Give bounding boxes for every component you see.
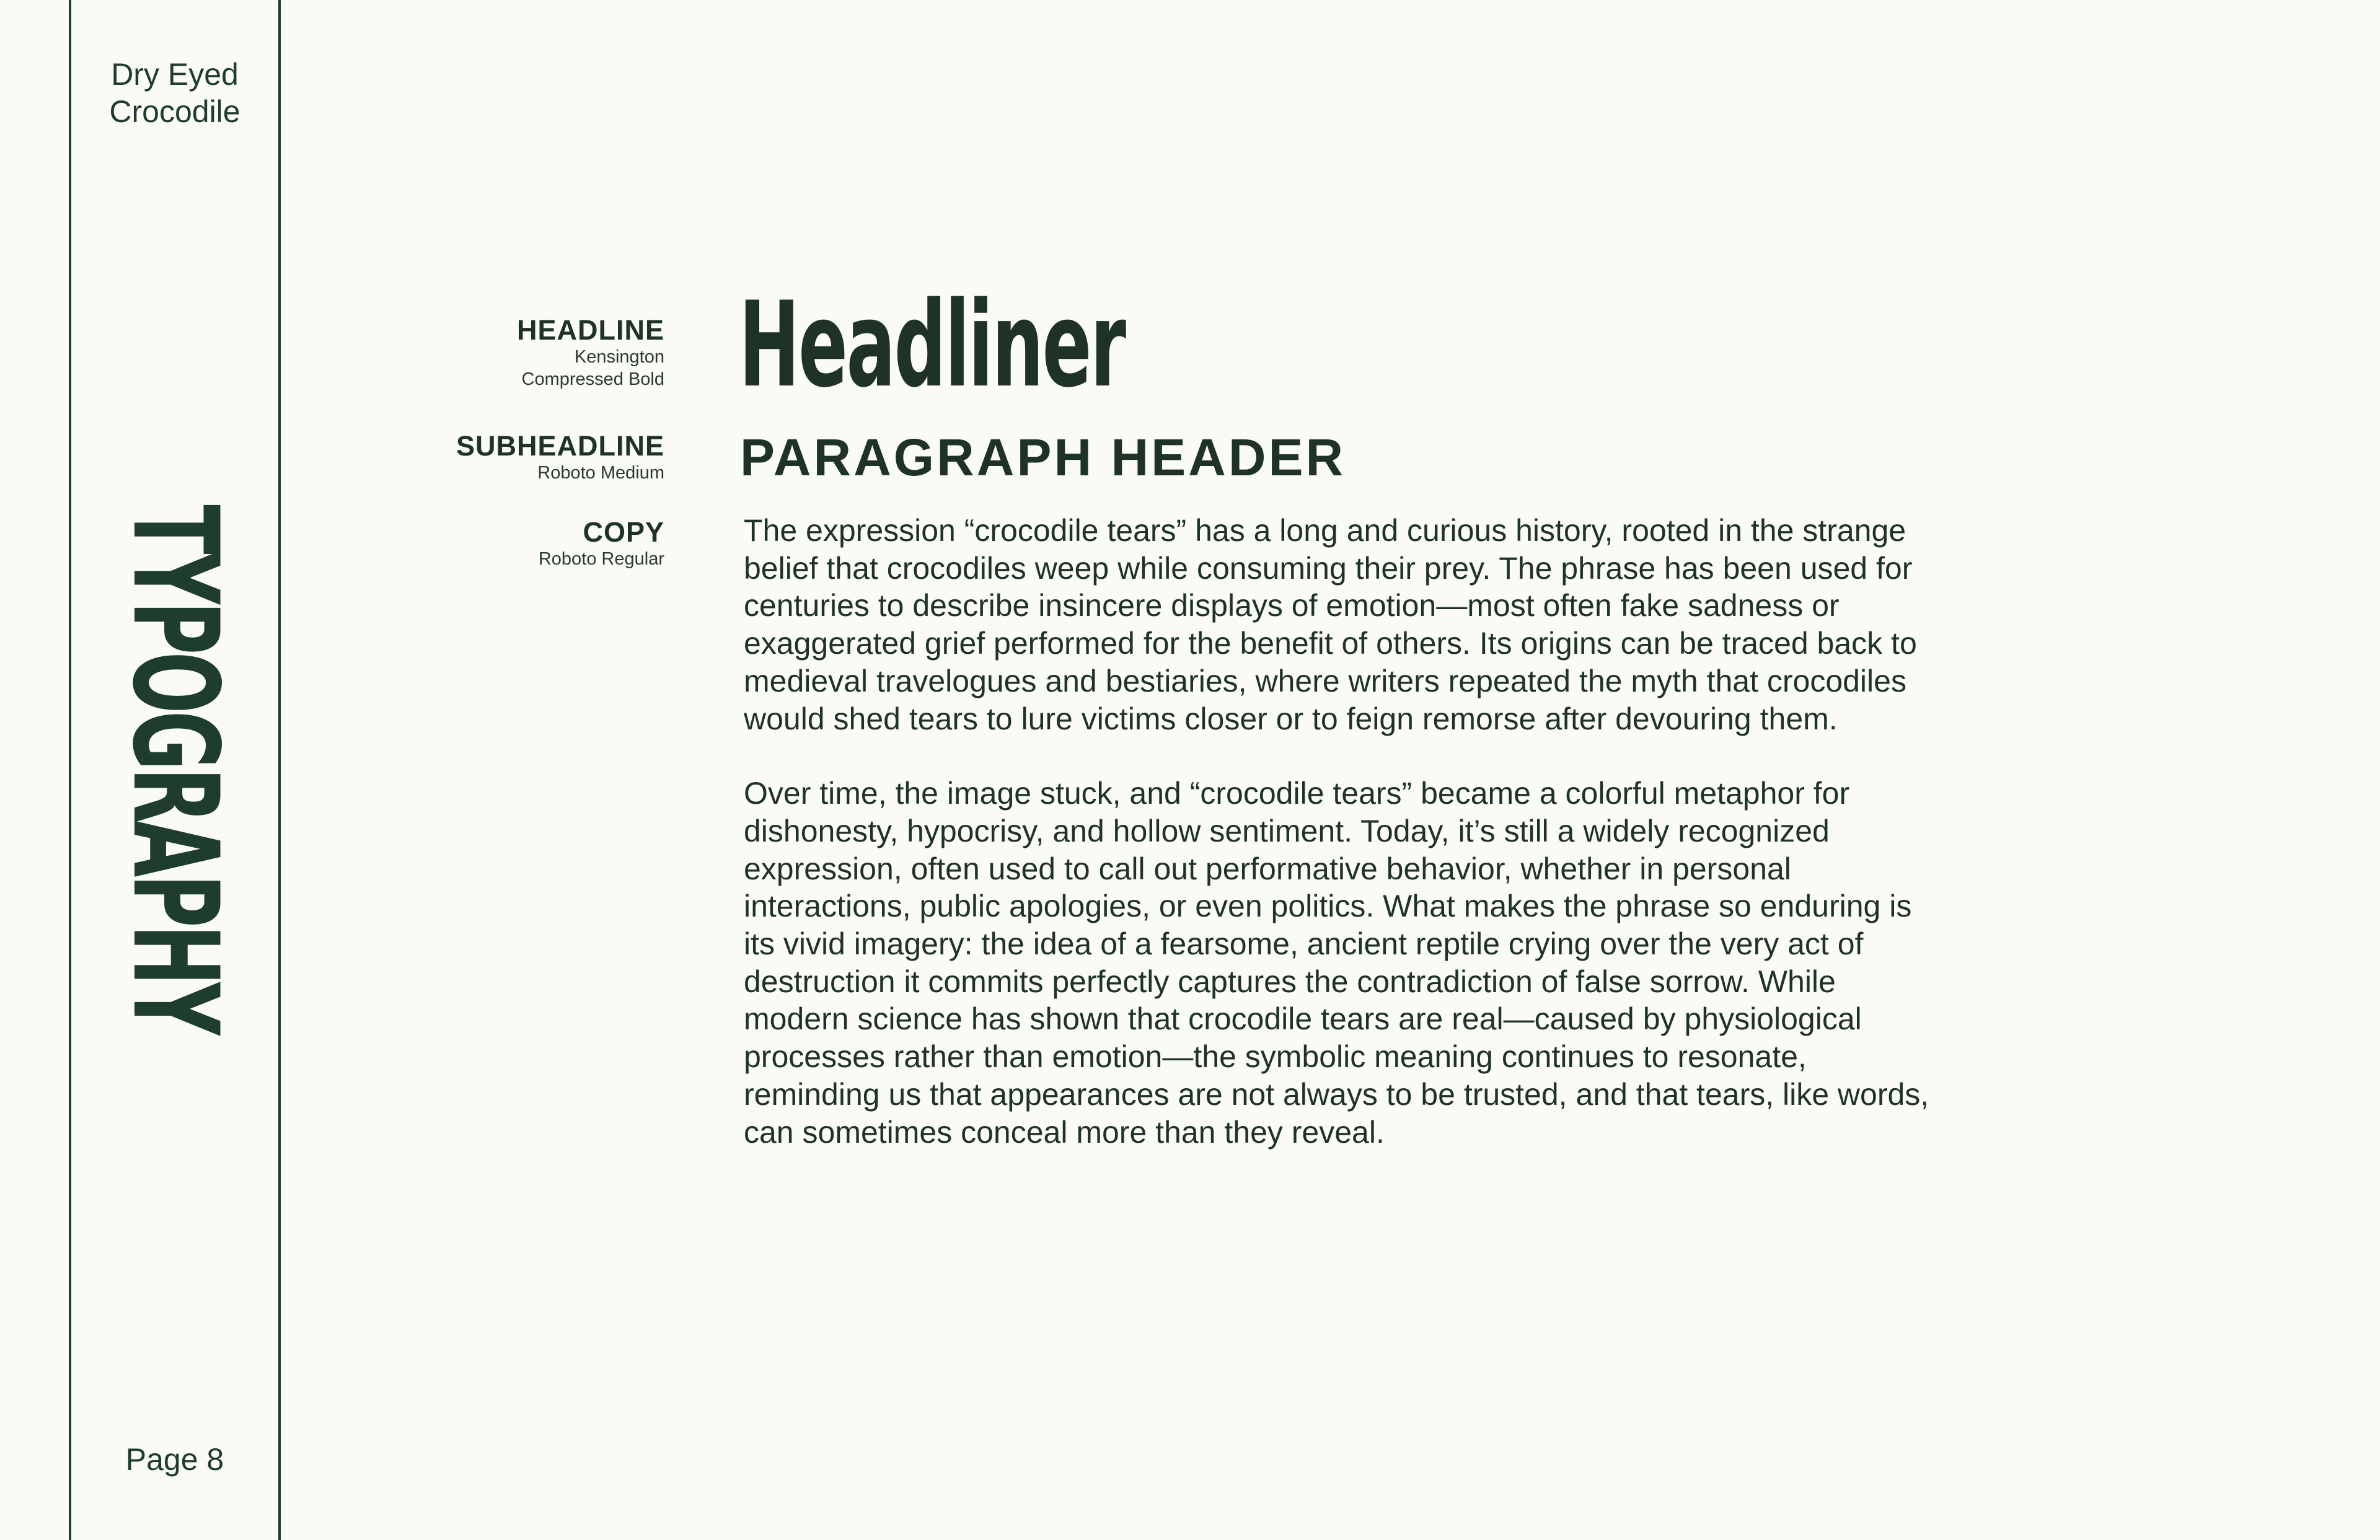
section-title-text: TYPOGRAPHY [107, 504, 244, 1032]
spec-copy-name: COPY [583, 516, 664, 548]
section-title [107, 343, 244, 1194]
sample-subheadline: PARAGRAPH HEADER [740, 428, 1346, 486]
spec-headline-name: HEADLINE [516, 314, 664, 346]
spec-subheadline-font: Roboto Medium [537, 463, 664, 483]
brand-name: Dry Eyed Crocodile [109, 57, 240, 129]
copy-paragraph: Over time, the image stuck, and “crocodile tears” became a colorful metaphor for dishonesty, hypocrisy, and hollow sentiment. Today, it’s still a widely recognized expression, often used to call out performative behavior, whether in personal interactions, public apologies, or even politics. What makes the phrase so enduring is its vivid imagery: the idea of a fearsome, ancient reptile crying over the very act of destruction it commits perfectly captures the contradiction of false sorrow. While modern science has shown that crocodile tears are real—caused by physiological processes rather than emotion—the symbolic meaning continues to resonate, reminding us that appearances are not always to be trusted, and that tears, like words, can sometimes conceal more than they reveal. [744, 776, 1929, 1150]
sample-headline: Headliner [739, 276, 1125, 413]
spec-headline [517, 315, 664, 390]
page-number: Page 8 [125, 1442, 224, 1477]
sample-copy [744, 512, 1940, 1188]
copy-paragraph: The expression “crocodile tears” has a long and curious history, rooted in the strange belief that crocodiles weep while consuming their prey. The phrase has been used for centuries to describe insincere displays of emotion—most often fake sadness or exaggerated grief performed for the benefit of others. Its origins can be traced back to medieval travelogues and bestiaries, where writers repeated the myth that crocodiles would shed tears to lure victims closer or to feign remorse after devouring them. [744, 513, 1917, 736]
spec-copy-font: Roboto Regular [538, 549, 664, 569]
sidebar-right-rule [278, 0, 281, 1540]
spec-subheadline-name: SUBHEADLINE [456, 430, 664, 462]
section-title-container [71, 504, 278, 1032]
spec-subheadline [456, 431, 664, 484]
spec-headline-font: Kensington Compressed Bold [521, 347, 664, 389]
spec-copy [539, 517, 664, 570]
